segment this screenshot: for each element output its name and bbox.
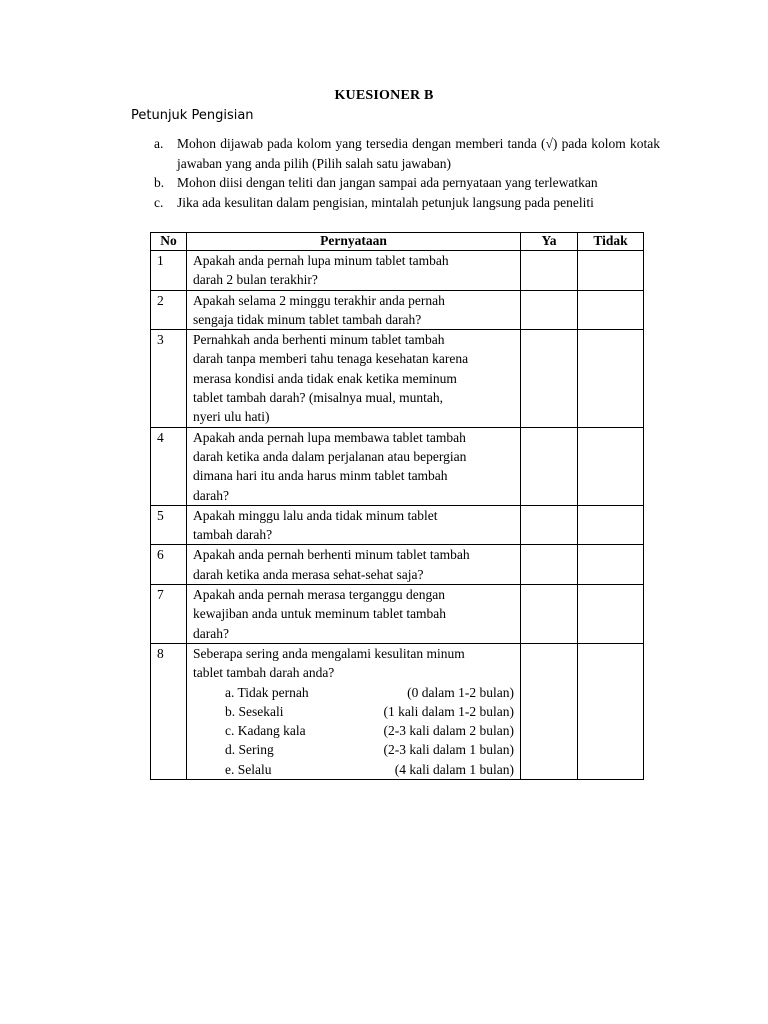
answer-yes-cell[interactable] <box>521 290 578 330</box>
row-number: 1 <box>151 251 187 291</box>
option-description: (1 kali dalam 1-2 bulan) <box>383 703 514 719</box>
option-letter: c. <box>225 723 235 739</box>
option-wrapper <box>225 721 323 740</box>
row-number: 8 <box>151 643 187 779</box>
instruction-letter: b. <box>154 175 165 190</box>
statement-line: darah? <box>193 487 229 503</box>
row-statement <box>187 251 521 291</box>
option-letter: a. <box>225 684 235 700</box>
table-row <box>151 427 644 505</box>
option-label: Tidak pernah <box>237 684 309 700</box>
option-label: Kadang kala <box>237 723 306 739</box>
answer-yes-cell[interactable] <box>521 251 578 291</box>
statement-line: darah ketika anda dalam perjalanan atau bepergian <box>193 448 467 464</box>
option-left <box>193 702 323 721</box>
answer-no-cell[interactable] <box>578 330 644 427</box>
option-left <box>193 721 323 740</box>
instruction-text: Mohon dijawab pada kolom yang tersedia dengan memberi tanda (√) pada kolom kotak jawaban yang anda pilih (Pilih salah satu jawaban) <box>177 136 660 171</box>
answer-option <box>193 721 514 740</box>
option-label: Selalu <box>237 761 272 777</box>
answer-no-cell[interactable] <box>578 251 644 291</box>
option-description: (2-3 kali dalam 2 bulan) <box>383 723 514 739</box>
instruction-text: Mohon diisi dengan teliti dan jangan sampai ada pernyataan yang terlewatkan <box>177 175 598 190</box>
option-left <box>193 740 323 759</box>
table-row <box>151 330 644 427</box>
statement-line: Apakah selama 2 minggu terakhir anda pernah <box>193 292 445 308</box>
statement-line: darah? <box>193 625 229 641</box>
option-description: (4 kali dalam 1 bulan) <box>394 761 514 777</box>
table-row <box>151 585 644 644</box>
answer-option <box>193 683 514 702</box>
option-wrapper <box>225 702 323 721</box>
table-header-row <box>151 233 644 251</box>
answer-yes-cell[interactable] <box>521 427 578 505</box>
answer-option <box>193 740 514 759</box>
row-number: 2 <box>151 290 187 330</box>
option-letter: e. <box>225 761 235 777</box>
instruction-letter: a. <box>154 136 164 151</box>
row-number: 5 <box>151 505 187 545</box>
answer-no-cell[interactable] <box>578 585 644 644</box>
statement-line: merasa kondisi anda tidak enak ketika meminum <box>193 370 457 386</box>
instruction-item <box>152 134 660 173</box>
statement-line: darah ketika anda merasa sehat-sehat saja? <box>193 566 424 582</box>
answer-option <box>193 760 514 779</box>
statement-line: tablet tambah darah? (misalnya mual, muntah, <box>193 390 444 406</box>
header-statement: Pernyataan <box>187 233 521 251</box>
answer-options <box>193 683 514 779</box>
option-description: (0 dalam 1-2 bulan) <box>407 684 514 700</box>
answer-option <box>193 702 514 721</box>
statement-line: tablet tambah darah anda? <box>193 665 335 681</box>
answer-yes-cell[interactable] <box>521 545 578 585</box>
option-label: Sesekali <box>238 703 284 719</box>
table-row <box>151 505 644 545</box>
row-number: 4 <box>151 427 187 505</box>
row-statement <box>187 505 521 545</box>
instruction-letter: c. <box>154 194 164 210</box>
instruction-list <box>152 134 660 212</box>
answer-yes-cell[interactable] <box>521 330 578 427</box>
answer-yes-cell[interactable] <box>521 585 578 644</box>
statement-line: darah 2 bulan terakhir? <box>193 272 318 288</box>
instruction-text: Jika ada kesulitan dalam pengisian, mintalah petunjuk langsung pada peneliti <box>177 194 594 210</box>
row-statement <box>187 330 521 427</box>
answer-no-cell[interactable] <box>578 427 644 505</box>
statement-line: Apakah anda pernah berhenti minum tablet tambah <box>193 547 470 563</box>
answer-no-cell[interactable] <box>578 290 644 330</box>
row-statement <box>187 643 521 779</box>
table-row <box>151 290 644 330</box>
option-left <box>193 760 323 779</box>
section-heading: Petunjuk Pengisian <box>131 108 254 123</box>
statement-line: Apakah minggu lalu anda tidak minum tablet <box>193 507 438 523</box>
option-wrapper <box>225 760 323 779</box>
statement-line: tambah darah? <box>193 527 273 543</box>
option-wrapper <box>225 683 323 702</box>
row-statement <box>187 427 521 505</box>
row-number: 7 <box>151 585 187 644</box>
statement-line: Apakah anda pernah lupa minum tablet tambah <box>193 253 449 268</box>
header-no-answer: Tidak <box>578 233 644 251</box>
answer-yes-cell[interactable] <box>521 643 578 779</box>
statement-line: Apakah anda pernah merasa terganggu dengan <box>193 587 446 603</box>
row-statement <box>187 290 521 330</box>
statement-line: sengaja tidak minum tablet tambah darah? <box>193 311 422 327</box>
statement-line: kewajiban anda untuk meminum tablet tambah <box>193 606 447 622</box>
statement-line: Seberapa sering anda mengalami kesulitan minum <box>193 645 465 661</box>
questionnaire-table <box>150 232 644 780</box>
table-row <box>151 251 644 291</box>
statement-line: dimana hari itu anda harus minm tablet tambah <box>193 468 448 484</box>
row-number: 3 <box>151 330 187 427</box>
table-row <box>151 643 644 779</box>
statement-line: Pernahkah anda berhenti minum tablet tambah <box>193 332 445 348</box>
option-left <box>193 683 323 702</box>
option-wrapper <box>225 740 323 759</box>
table-row <box>151 545 644 585</box>
header-yes: Ya <box>521 233 578 251</box>
header-no: No <box>151 233 187 251</box>
answer-no-cell[interactable] <box>578 643 644 779</box>
option-letter: d. <box>225 742 236 758</box>
statement-line: Apakah anda pernah lupa membawa tablet tambah <box>193 429 466 445</box>
row-statement <box>187 585 521 644</box>
answer-no-cell[interactable] <box>578 545 644 585</box>
page-title: KUESIONER B <box>334 88 434 103</box>
option-letter: b. <box>225 703 236 719</box>
statement-line: nyeri ulu hati) <box>193 409 270 425</box>
row-statement <box>187 545 521 585</box>
option-label: Sering <box>238 742 274 758</box>
option-description: (2-3 kali dalam 1 bulan) <box>383 742 514 758</box>
row-number: 6 <box>151 545 187 585</box>
answer-no-cell[interactable] <box>578 505 644 545</box>
instruction-item <box>152 173 660 193</box>
answer-yes-cell[interactable] <box>521 505 578 545</box>
instruction-item <box>152 193 660 213</box>
statement-line: darah tanpa memberi tahu tenaga kesehatan karena <box>193 351 469 367</box>
